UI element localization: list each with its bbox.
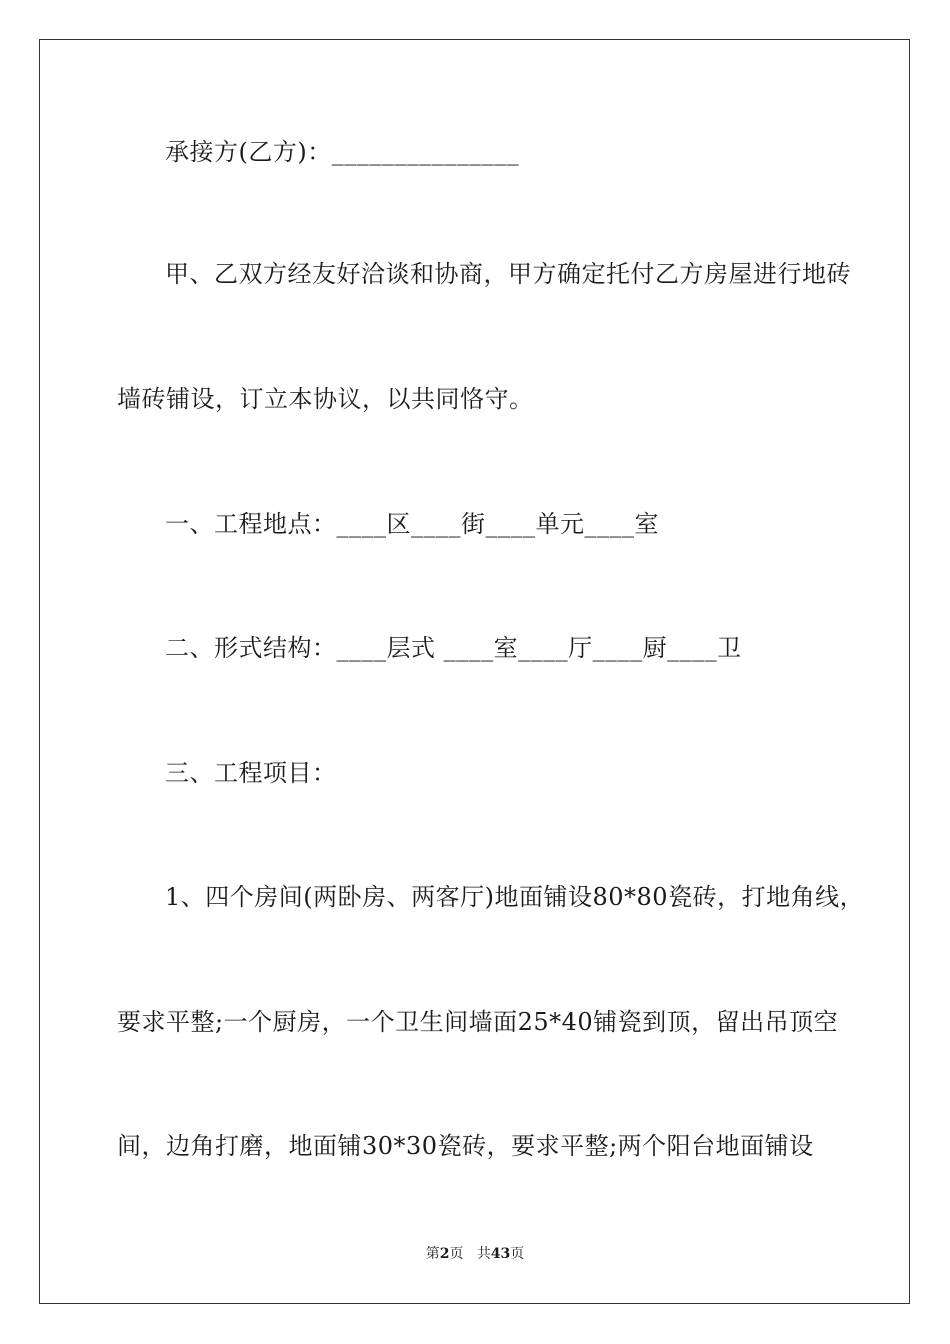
total-unit: 页: [510, 1246, 525, 1262]
text-line-item-1c: 间，边角打磨，地面铺30*30瓷砖，要求平整;两个阳台地面铺设: [117, 1132, 814, 1160]
text-line-item-1a: 1、四个房间(两卧房、两客厅)地面铺设80*80瓷砖，打地角线，: [165, 883, 865, 911]
text-line-items-heading: 三、工程项目：: [165, 759, 337, 787]
page-total: 43: [490, 1246, 511, 1262]
text-line-party-b: 承接方(乙方)：_______________: [165, 138, 520, 166]
page-border: [39, 39, 910, 1304]
page-unit: 页: [449, 1246, 464, 1262]
page-current: 2: [439, 1246, 450, 1262]
total-prefix: 共: [476, 1246, 491, 1262]
text-line-structure: 二、形式结构：____层式 ____室____厅____厨____卫: [165, 634, 742, 662]
page-footer: [0, 1245, 950, 1263]
text-line-item-1b: 要求平整;一个厨房，一个卫生间墙面25*40铺瓷到顶，留出吊顶空: [117, 1008, 839, 1036]
text-line-intro-1: 甲、乙双方经友好洽谈和协商，甲方确定托付乙方房屋进行地砖: [165, 260, 851, 288]
page-prefix: 第: [425, 1246, 440, 1262]
text-line-intro-2: 墙砖铺设，订立本协议，以共同恪守。: [117, 385, 534, 413]
text-line-location: 一、工程地点：____区____街____单元____室: [165, 510, 659, 538]
